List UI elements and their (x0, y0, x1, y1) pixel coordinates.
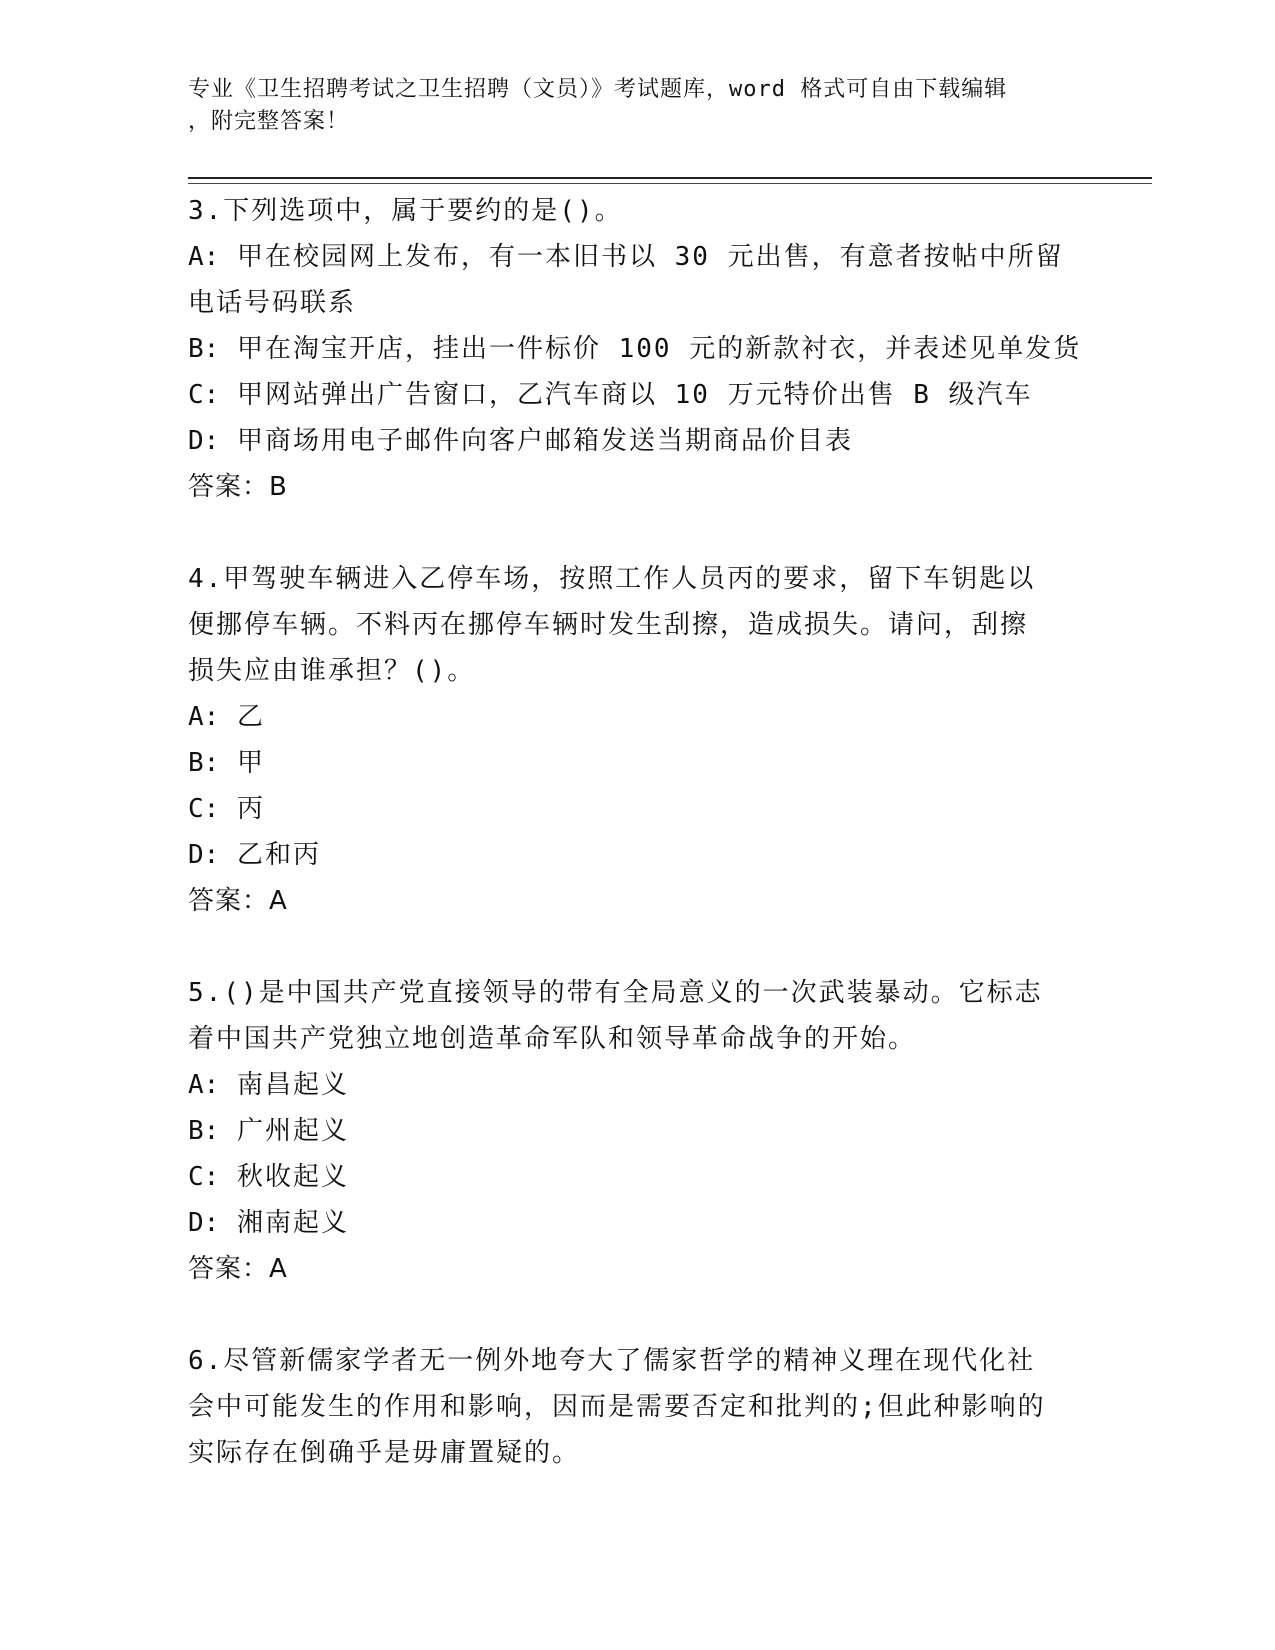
option-text: 湘南起义 (236, 1208, 349, 1238)
option-text: 电话号码联系 (188, 288, 357, 318)
header-divider-thin (188, 183, 1152, 184)
option-line (188, 326, 1088, 372)
option-line (188, 1200, 1088, 1246)
option-letter: B: (188, 748, 220, 778)
option-line (188, 1062, 1088, 1108)
option-letter: B: (188, 1116, 220, 1146)
option-text: 乙 (236, 702, 265, 732)
option-text: 甲商场用电子邮件向客户邮箱发送当期商品价目表 (236, 426, 853, 456)
header-divider-thick (188, 177, 1152, 179)
option-line (188, 372, 1088, 418)
option-line (188, 740, 1088, 786)
option-letter: C: (188, 380, 220, 410)
option-line (188, 1154, 1088, 1200)
question-stem-line: 6.尽管新儒家学者无一例外地夸大了儒家哲学的精神义理在现代化社 (188, 1346, 1036, 1376)
question-stem-line: 5.()是中国共产党直接领导的带有全局意义的一次武装暴动。它标志 (188, 978, 1043, 1008)
option-text: 南昌起义 (236, 1070, 349, 1100)
option-line (188, 234, 1088, 280)
option-letter: A: (188, 1070, 220, 1100)
header-line-2: ，附完整答案！ (188, 109, 350, 134)
question-stem-line: 4.甲驾驶车辆进入乙停车场，按照工作人员丙的要求，留下车钥匙以 (188, 564, 1036, 594)
header-line-1: 专业《卫生招聘考试之卫生招聘（文员）》考试题库，word 格式可自由下载编辑 (188, 77, 1008, 102)
option-letter: D: (188, 1208, 220, 1238)
question-item (188, 970, 1088, 1292)
option-text: 甲在校园网上发布，有一本旧书以 30 元出售，有意者按帖中所留 (236, 242, 1064, 272)
option-text: 乙和丙 (236, 840, 321, 870)
answer-line: 答案：B (188, 472, 288, 502)
option-letter: C: (188, 794, 220, 824)
answer-line: 答案：A (188, 1254, 288, 1284)
question-item (188, 188, 1088, 510)
question-stem-line: 3.下列选项中，属于要约的是()。 (188, 196, 623, 226)
option-line (188, 832, 1088, 878)
option-text: 丙 (236, 794, 265, 824)
answer-line: 答案：A (188, 886, 288, 916)
question-list (188, 188, 1088, 1476)
option-line (188, 786, 1088, 832)
document-header (188, 74, 1068, 138)
option-letter: D: (188, 840, 220, 870)
question-stem-line: 着中国共产党独立地创造革命军队和领导革命战争的开始。 (188, 1024, 917, 1054)
question-stem-line: 实际存在倒确乎是毋庸置疑的。 (188, 1438, 581, 1468)
option-letter: C: (188, 1162, 220, 1192)
question-stem-line: 损失应由谁承担？()。 (188, 656, 476, 686)
option-letter: A: (188, 702, 220, 732)
option-text: 广州起义 (236, 1116, 349, 1146)
question-stem-line: 便挪停车辆。不料丙在挪停车辆时发生刮擦，造成损失。请问，刮擦 (188, 610, 1029, 640)
option-line (188, 694, 1088, 740)
option-line (188, 418, 1088, 464)
option-letter: D: (188, 426, 220, 456)
question-stem-line: 会中可能发生的作用和影响，因而是需要否定和批判的;但此种影响的 (188, 1392, 1046, 1422)
option-text: 甲网站弹出广告窗口，乙汽车商以 10 万元特价出售 B 级汽车 (236, 380, 1033, 410)
option-text: 甲在淘宝开店，挂出一件标价 100 元的新款衬衣，并表述见单发货 (236, 334, 1082, 364)
option-letter: B: (188, 334, 220, 364)
option-text: 甲 (236, 748, 265, 778)
option-letter: A: (188, 242, 220, 272)
question-item (188, 556, 1088, 924)
option-text: 秋收起义 (236, 1162, 349, 1192)
question-item (188, 1338, 1088, 1476)
option-line (188, 280, 1088, 326)
option-line (188, 1108, 1088, 1154)
